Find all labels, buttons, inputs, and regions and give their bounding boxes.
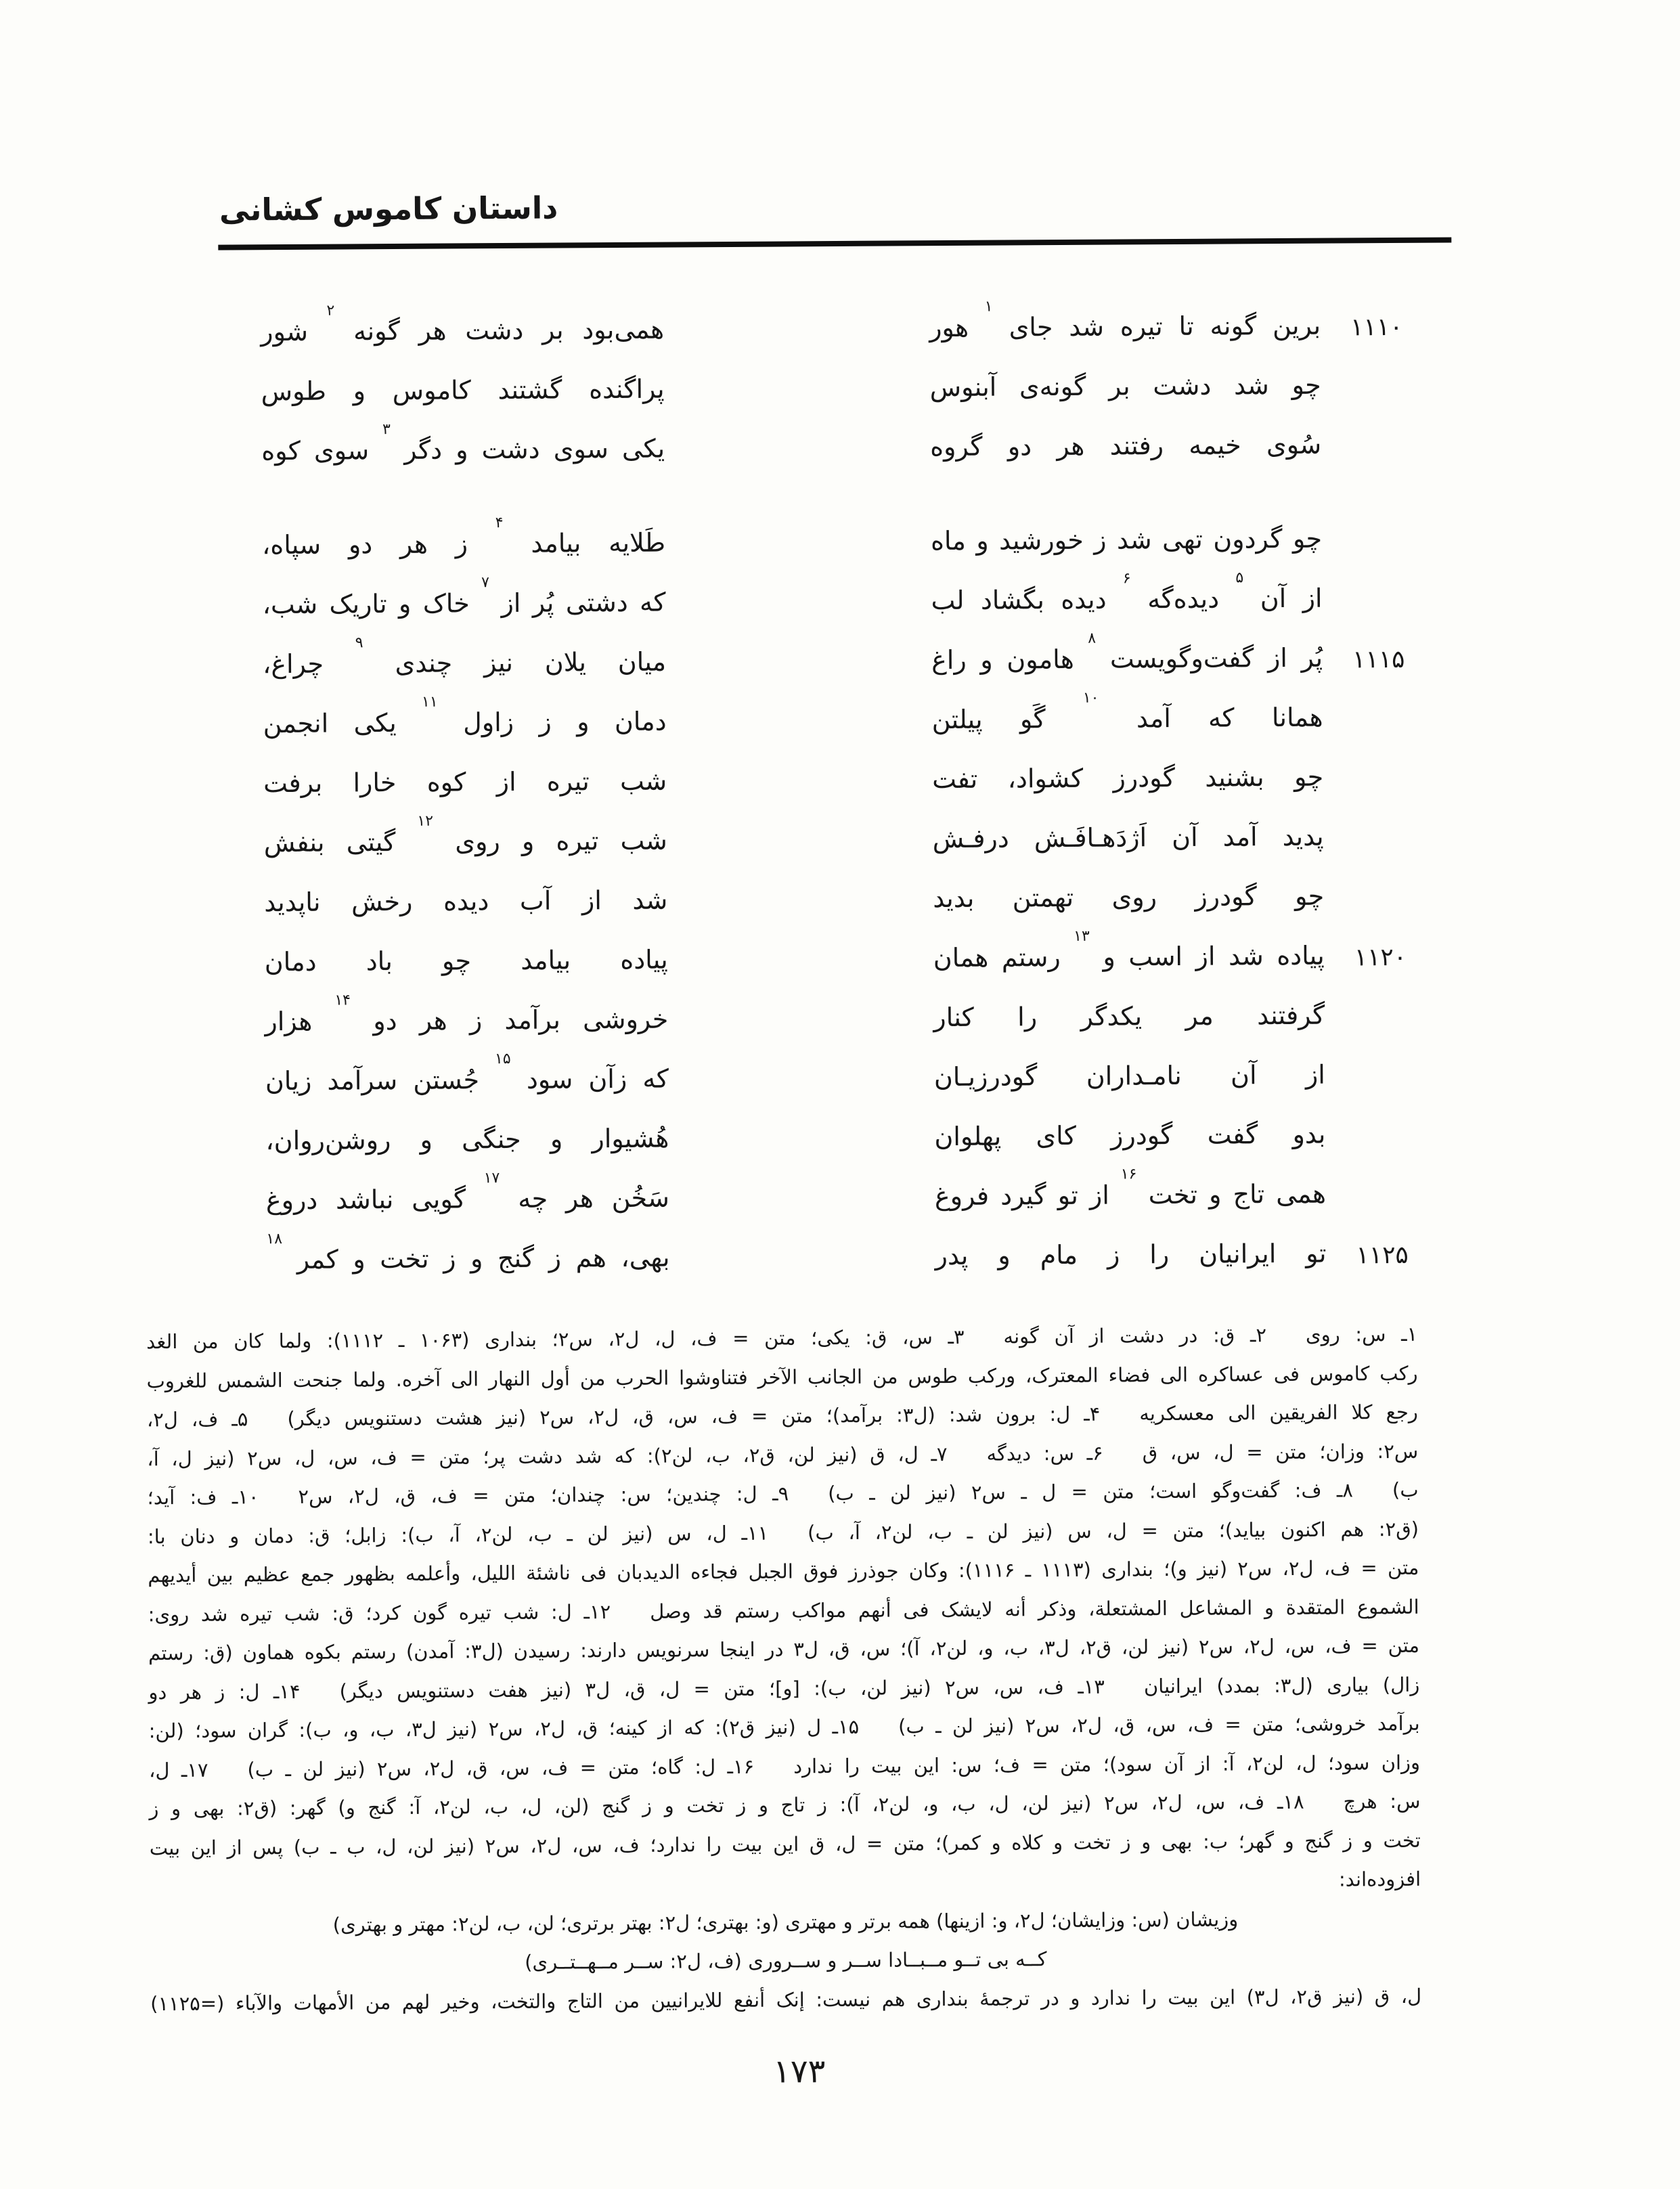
footnote-ref: ۸ (1088, 629, 1097, 647)
hemistich-right: چو شد دشت بر گونه‌ی آبنوس (929, 370, 1321, 403)
footnote-ref: ۱۱ (421, 693, 438, 711)
verse-row (0, 569, 1677, 627)
footnote-line: تخت و ز گنج و گهر؛ ب: بهی و ز تخت و کلاه و کمر)؛ متن = ل، ق این بیت را ندارد؛ ف، س، ل۲، س۲ (نیز لن، ل، ب ـ ب) پس از این بیت (149, 1828, 1421, 1859)
footnote-ref: ۳ (382, 421, 391, 439)
hemistich-left: دمان و ز زاول ۱۱ یکی انجمن (263, 701, 666, 745)
verse-row (0, 422, 1676, 474)
footnote-line: ب) ۸ـ ف: گفت‌وگو است؛ متن = ل ـ س۲ (نیز لن ـ ب) ۹ـ ل: چندین؛ س: چندان؛ متن = ف، ق، ل۲، س۲ ۱۰ـ ف: آید؛ (147, 1478, 1419, 1509)
hemistich-left: خروشی برآمد ز هر دو ۱۴ هزار (265, 999, 668, 1042)
hemistich-right: از آن نامـداران گودرزیـان (933, 1059, 1325, 1092)
footnote-ref: ۱۵ (494, 1050, 511, 1068)
hemistich-right: تو ایرانیان را ز مام و پدر (935, 1238, 1327, 1271)
hemistich-left: پیاده بیامد چو باد دمان (264, 944, 668, 977)
footnote-line: برآمد خروشی؛ متن = ف، س، ق، ل۲، س۲ (نیز لن ـ ب) ۱۵ـ ل (نیز ق۲): که از کینه؛ ق، ل۲، س۲ (نیز ل۳، ب، و، ب): گران سود؛ (لن: (148, 1711, 1420, 1743)
footnote-ref: ۱۴ (334, 992, 351, 1009)
footnote-ref: ۱۸ (266, 1231, 283, 1248)
hemistich-left: شب تیره و روی ۱۲ گیتی بنفش (264, 820, 667, 864)
footnote-line: وزان سود؛ ل، لن۲، آ: از آن سود)؛ متن = ف؛ س: این بیت را ندارد ۱۶ـ ل: گاه؛ متن = ف، س، ق، ل۲، س۲ (نیز لن ـ ب) ۱۷ـ ل، (148, 1750, 1421, 1782)
hemistich-right: پُر از گفت‌وگویست ۸ هامون و راغ (931, 638, 1323, 681)
hemistich-left: پراگنده گشتند کاموس و طوس (261, 374, 665, 407)
footnote-ref: ۲ (326, 302, 335, 319)
footnote-line: وزیشان (س: وزایشان؛ ل۲، و: ازینها) همه برتر و مهتری (و: بهتری؛ ل۲: بهتر برتری؛ لن، ب، لن۲: مهتر و بهتری) (332, 1907, 1239, 1937)
hemistich-left: سَخُن هر چه ۱۷ گویی نباشد دروغ (266, 1178, 669, 1221)
verse-row (0, 1052, 1680, 1104)
verse-row (0, 516, 1677, 568)
footnote-ref: ۱۲ (417, 812, 434, 830)
footnote-ref: ۱۳ (1074, 927, 1090, 945)
hemistich-left: یکی سوی دشت و دگر ۳ سوی کوه (261, 428, 665, 472)
footnote-ref: ۹ (355, 634, 363, 652)
hemistich-right: از آن ۵ دیده‌گه ۶ دیده بگشاد لب (931, 578, 1322, 621)
hemistich-right: چو گردون تهی شد ز خورشید و ماه (930, 523, 1323, 556)
hemistich-left: بهی، هم ز گنج و ز تخت و کمر ۱۸ (266, 1237, 669, 1281)
verse-number: ۱۱۱۵ (1352, 645, 1405, 674)
hemistich-right: برین گونه تا تیره شد جای ۱ هور (929, 305, 1321, 349)
hemistich-right: چو بشنید گودرز کشواد، تفت (932, 761, 1324, 795)
footnote-line: (ق۲: هم اکنون بیاید)؛ متن = ل، س (نیز لن ـ ب، لن۲، آ، ب) ۱۱ـ ل، س (نیز لن ـ ب، لن۲، آ، ب): زابل؛ ق: دمان و دنان با: (147, 1517, 1419, 1548)
hemistich-left: شد از آب دیده رخش ناپدید (264, 885, 668, 918)
footnote-line: زال) بیاری (ل۳: بمدد) ایرانیان ۱۳ـ ف، س، س۲ (نیز لن، ب): [و]؛ متن = ل، ق، ل۳ (نیز هفت دستنویس دیگر) ۱۴ـ ل: ز هر دو (148, 1673, 1420, 1704)
footnote-line: رکب کاموس فی عساکره الی فضاء المعترک، ورکب طوس من الجانب الآخر فتناوشوا الحرب من أول النهار الی آخره. ولما جنحت الشمس للغروب (146, 1361, 1418, 1392)
hemistich-right: گرفتند مر یکدگر را کنار (933, 1000, 1325, 1033)
footnote-ref: ۴ (495, 514, 504, 532)
footnote-line: س: هرچ ۱۸ـ ف، س، ل۲، س۲ (نیز لن، ل، ب، و، لن۲، آ): ز تاج و ز تخت و ز گنج (لن، ل، ب، لن۲، آ: گنج و) گهر: (ق۲: بهی و ز (149, 1789, 1421, 1821)
verse-row (0, 1111, 1680, 1164)
running-head-title: داستان کاموس کشانی (219, 190, 558, 228)
verse-row (0, 992, 1679, 1044)
verse-row (0, 873, 1679, 925)
footnote-line: ل، ق (نیز ق۲، ل۳) این بیت را ندارد و در ترجمهٔ بنداری هم نیست: إنک أنفع للایرانیین من التاج والتخت، وخیر لهم من الأمهات والآباء (=۱۱۲۵) (150, 1984, 1422, 2015)
footnote-ref: ۱۰ (1082, 689, 1099, 707)
verse-row (0, 689, 1678, 747)
hemistich-left: که دشتی پُر از ۷ خاک و تاریک شب، (262, 582, 665, 625)
hemistich-right: همانا که آمد ۱۰ گَو پیلتن (931, 697, 1323, 740)
verse-row (0, 927, 1679, 985)
hemistich-right: پدید آمد آن اَژدَهـافَـش درفـش (932, 821, 1324, 854)
hemistich-left: شب تیره از کوه خارا برفت (263, 766, 667, 799)
page-number: ۱۷۳ (772, 2052, 826, 2091)
footnote-line: متن = ف، س، ل۲، س۲ (نیز لن، ق۲، ل۳، ب، و، لن۲، آ)؛ س، ق، ل۳ در اینجا سرنویس دارند: رسیدن (ل۳: آمدن) رستم بکوه هماون (ق: رستم (148, 1633, 1420, 1665)
footnote-line: ۱ـ س: روی ۲ـ ق: در دشت از آن گونه ۳ـ س، ق: یکی؛ متن = ف، ل، ل۲، س۲؛ بنداری (۱۰۶۳ ـ ۱۱۱۲): ولما کان من الغد (146, 1322, 1418, 1354)
verse-row (1, 1231, 1680, 1283)
footnote-line: رجع کلا الفریقین الی معسکریه ۴ـ ل: برون شد: (ل۳: برآمد)؛ متن = ف، س، ق، ل۲، س۲ (نیز هشت دستنویس دیگر) ۵ـ ف، ل۲، (146, 1400, 1418, 1432)
hemistich-left: طَلایه بیامد ۴ ز هر دو سپاه، (262, 523, 665, 566)
hemistich-right: سُوی خیمه رفتند هر دو گروه (930, 429, 1322, 462)
footnote-line: متن = ف، ل۲، س۲ (نیز و)؛ بنداری (۱۱۱۳ ـ ۱۱۱۶): وکان جوذرز فوق الجبل فجاءه الدیدبان فی ناشئة اللیل، وأعلمه بظهور جمع عظیم بین أیدیهم (148, 1555, 1419, 1587)
verse-row (0, 298, 1675, 355)
verse-number: ۱۱۲۵ (1356, 1241, 1409, 1270)
verse-row (0, 814, 1679, 866)
hemistich-left: هُشیوار و جنگی و روشن‌روان، (265, 1123, 669, 1156)
footnote-ref: ۱ (984, 298, 993, 315)
footnote-ref: ۱۶ (1120, 1166, 1137, 1183)
footnote-ref: ۱۷ (483, 1170, 500, 1187)
verse-row (0, 629, 1677, 687)
hemistich-left: همی‌بود بر دشت هر گونه ۲ شور (261, 309, 664, 353)
verse-row (0, 754, 1678, 806)
hemistich-right: چو گودرز روی تهمتن بدید (933, 881, 1325, 914)
footnote-line: افزوده‌اند: (1338, 1867, 1421, 1891)
footnotes-apparatus (146, 1315, 1421, 2023)
footnote-ref: ۶ (1122, 570, 1131, 588)
footnote-line: کــه بی تــو مــبــادا ســر و ســروری (ف، ل۲: ســر مــهــتــری) (525, 1947, 1047, 1974)
verse-row (0, 362, 1676, 414)
verse-number: ۱۱۲۰ (1354, 943, 1407, 972)
footnote-ref: ۷ (481, 574, 489, 592)
footnote-line: الشموع المتقدة و المشاعل المشتعلة، وذکر أنه لایشک فی أنهم مواکب رستم قد وصل ۱۲ـ ل: شب تیره گون کرد؛ ق: شب تیره شد روی: (148, 1595, 1419, 1626)
hemistich-left: که زآن سود ۱۵ جُستن سرآمد زیان (265, 1059, 669, 1102)
hemistich-right: بدو گفت گودرز کای پهلوان (934, 1119, 1326, 1152)
verse-number: ۱۱۱۰ (1350, 313, 1403, 342)
footnote-ref: ۵ (1235, 569, 1244, 587)
hemistich-right: همی تاج و تخت ۱۶ از تو گیرد فروغ (935, 1174, 1326, 1217)
verse-row (1, 1166, 1680, 1223)
hemistich-right: پیاده شد از اسب و ۱۳ رستم همان (933, 935, 1325, 979)
footnote-line: س۲: وزان؛ متن = ل، س، ق ۶ـ س: دیدگه ۷ـ ل، ق (نیز لن، ق۲، ب، لن۲): که شد دشت پر؛ متن = ف، س، ل، س۲ (نیز ل، آ، (147, 1439, 1419, 1470)
hemistich-left: میان یلان نیز چندی ۹ چراغ، (263, 642, 666, 685)
